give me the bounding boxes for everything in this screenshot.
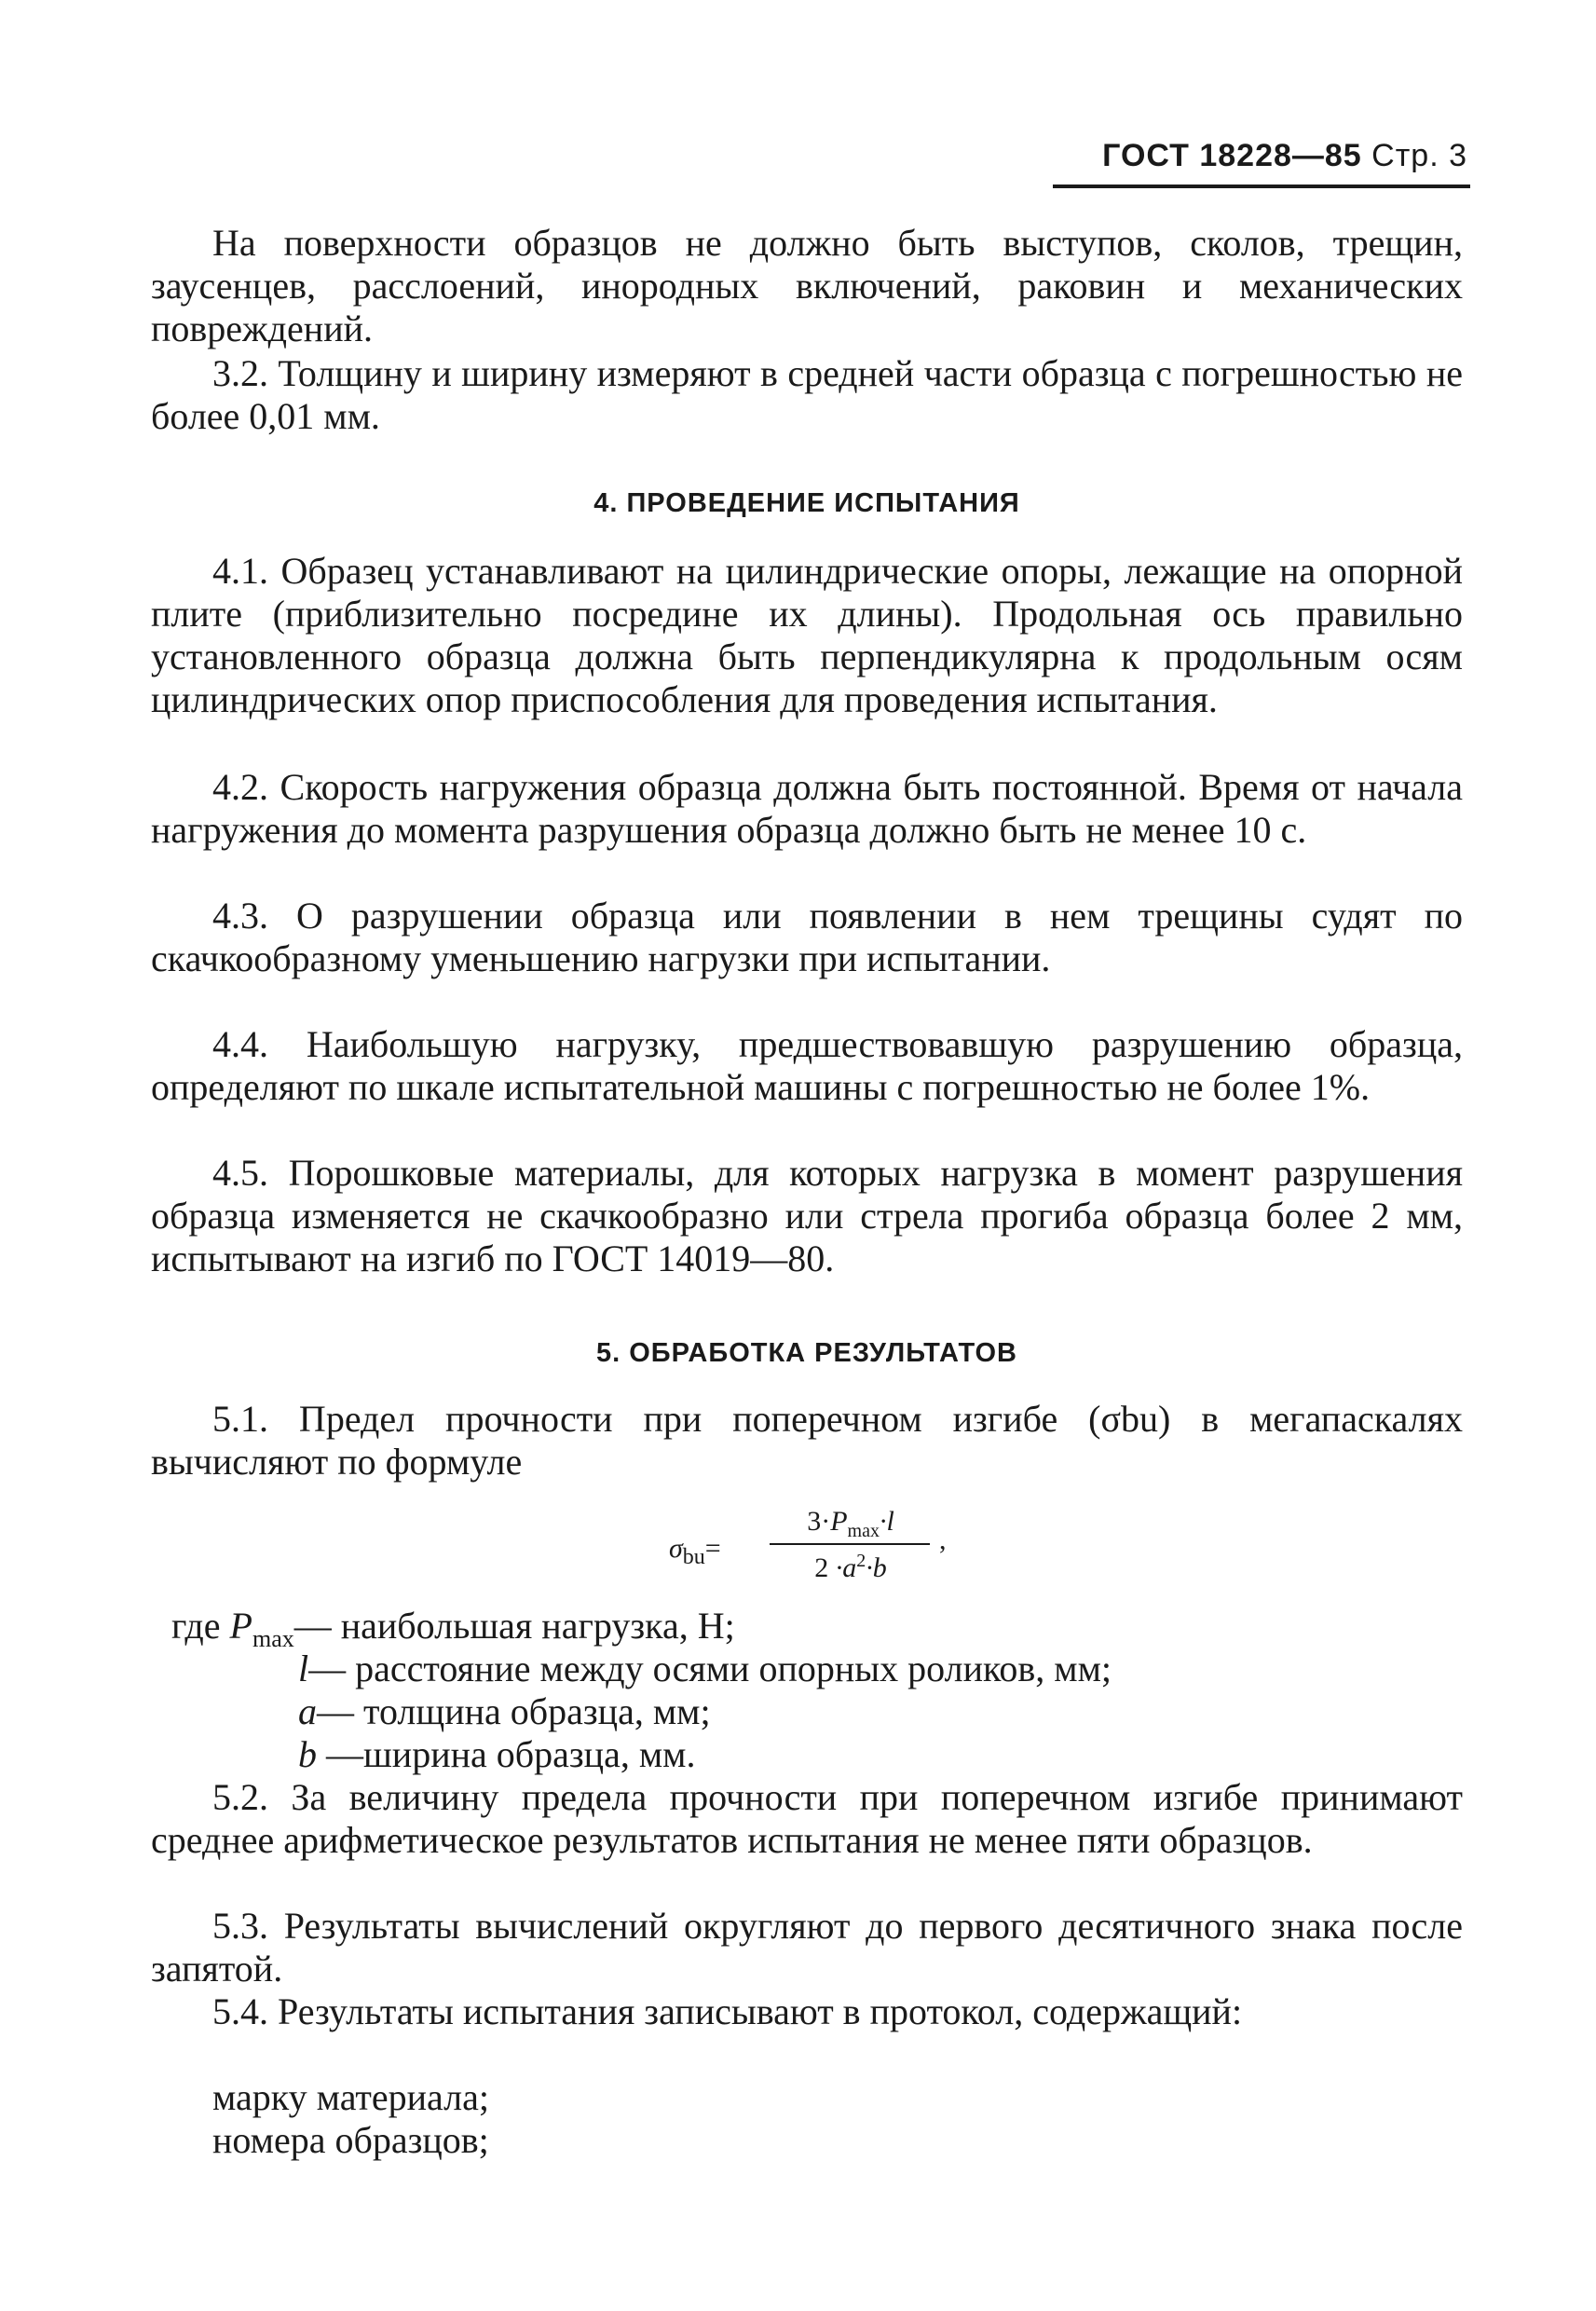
- list-item-sample-numbers: номера образцов;: [212, 2119, 489, 2161]
- paragraph-5-4: 5.4. Результаты испытания записывают в протокол, содержащий:: [212, 1990, 1243, 2032]
- legend-pmax: где $P_{max}—$ наибольшая нагрузка, Н;: [171, 1605, 735, 1652]
- section-4-heading: 4. ПРОВЕДЕНИЕ ИСПЫТАНИЯ: [593, 488, 1020, 518]
- paragraph-4-2: 4.2. Скорость нагружения образца должна быть постоянной. Время от начала нагружения до момента разрушения образца должно быть не менее 10 с.: [151, 766, 1463, 851]
- paragraph-4-5: 4.5. Порошковые материалы, для которых нагрузка в момент разрушения образца изменяется не скачкообразно или стрела прогиба образца более 2 мм, испытывают на изгиб по ГОСТ 14019—80.: [151, 1152, 1463, 1279]
- formula-denominator: $2 \cdot a^2\cdot b$: [814, 1551, 887, 1583]
- legend-b: b —ширина образца, мм.: [298, 1733, 696, 1775]
- list-item-material-grade: марку материала;: [212, 2076, 489, 2118]
- paragraph-4-3: 4.3. О разрушении образца или появлении в нем трещины судят по скачкообразному уменьшению нагрузки при испытании.: [151, 895, 1463, 979]
- paragraph-3-2: 3.2. Толщину и ширину измеряют в средней части образца с погрешностью не более 0,01 мм.: [151, 352, 1463, 437]
- strength-formula: [643, 1502, 1053, 1595]
- page-header: [1044, 138, 1467, 171]
- paragraph-3-1-continued: На поверхности образцов не должно быть выступов, сколов, трещин, заусенцев, расслоений, инородных включений, раковин и механических повреждений.: [151, 222, 1463, 349]
- gost-designation: ГОСТ 18228—85: [1102, 138, 1362, 173]
- legend-a: a— толщина образца, мм;: [298, 1690, 711, 1732]
- legend-l: l— расстояние между осями опорных роликов, мм;: [298, 1648, 1112, 1689]
- formula-comma: ,: [939, 1525, 947, 1555]
- paragraph-5-2: 5.2. За величину предела прочности при поперечном изгибе принимают среднее арифметическое результатов испытания не менее пяти образцов.: [151, 1776, 1463, 1861]
- section-5-heading: 5. ОБРАБОТКА РЕЗУЛЬТАТОВ: [595, 1338, 1018, 1368]
- fraction-bar: [770, 1543, 930, 1545]
- page-number: Стр. 3: [1371, 138, 1467, 173]
- paragraph-5-1: 5.1. Предел прочности при поперечном изгибе (σbu) в мегапаскалях вычисляют по формуле: [151, 1398, 1463, 1483]
- paragraph-4-1: 4.1. Образец устанавливают на цилиндрические опоры, лежащие на опорной плите (приблизительно посредине их длины). Продольная ось правильно установленного образца должна быть перпендикулярна к продольным осям цилиндрических опор приспособления для проведения испытания.: [151, 550, 1463, 720]
- formula-lhs: $\sigma_{bu}=$: [669, 1533, 721, 1569]
- header-rule: [1053, 185, 1470, 188]
- paragraph-5-3: 5.3. Результаты вычислений округляют до первого десятичного знака после запятой.: [151, 1905, 1463, 1990]
- paragraph-4-4: 4.4. Наибольшую нагрузку, предшествовавшую разрушению образца, определяют по шкале испытательной машины с погрешностью не более 1%.: [151, 1023, 1463, 1108]
- formula-numerator: $3\cdot P_{max}\cdot l$: [807, 1506, 894, 1541]
